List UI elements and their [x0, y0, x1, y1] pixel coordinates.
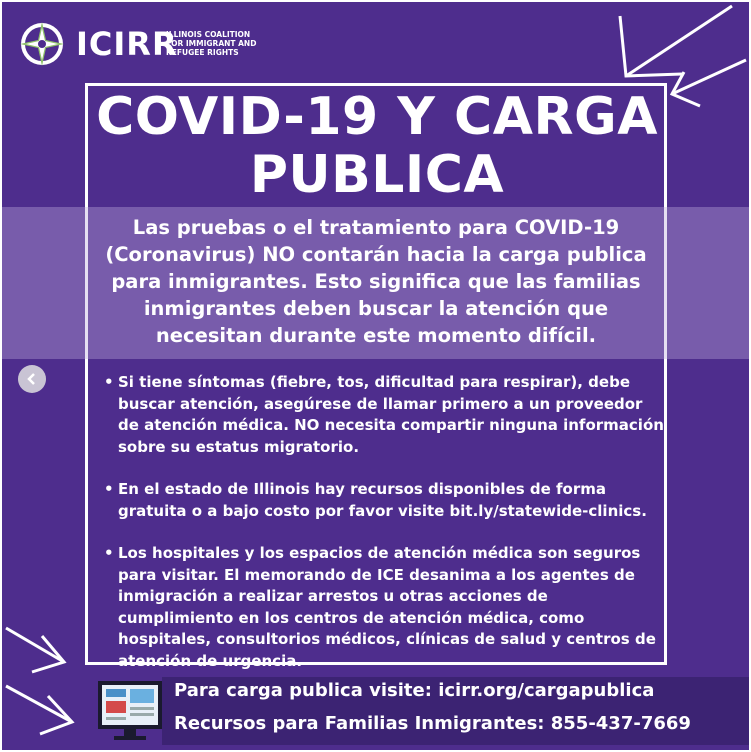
- computer-monitor-icon: [96, 679, 164, 743]
- footer-line-phone: Recursos para Familias Inmigrantes: 855-437-7669: [174, 713, 691, 734]
- list-item: • Si tiene síntomas (fiebre, tos, dificultad para respirar), debe buscar atención, asegúrese de llamar primero a un proveedor de atención médica. NO necesita compartir ninguna información sobre su estatus migratorio.: [104, 372, 664, 458]
- intro-text: Las pruebas o el tratamiento para COVID-19 (Coronavirus) NO contarán hacia la carga publica para inmigrantes. Esto significa que las familias inmigrantes deben buscar la atención que necesitan durante este momento difícil.: [105, 216, 647, 347]
- previous-slide-button[interactable]: [18, 365, 46, 393]
- arrow-decoration-icon: [2, 614, 92, 744]
- brand-name: ICIRR: [76, 25, 178, 63]
- footer-line-url: Para carga publica visite: icirr.org/cargapublica: [174, 680, 655, 701]
- list-item: • En el estado de Illinois hay recursos disponibles de forma gratuita o a bajo costo por favor visite bit.ly/statewide-clinics.: [104, 479, 664, 522]
- compass-star-icon: [18, 20, 66, 68]
- page-title: COVID-19 Y CARGA PUBLICA: [96, 87, 658, 205]
- bullet-list: [104, 372, 664, 693]
- chevron-left-icon: [26, 372, 38, 386]
- brand-subtitle: ILLINOIS COALITION FOR IMMIGRANT AND REFUGEE RIGHTS: [166, 30, 257, 57]
- list-item: • Los hospitales y los espacios de atención médica son seguros para visitar. El memorando de ICE desanima a los agentes de inmigración a realizar arrestos u otras acciones de cumplimiento en los centros de atención médica, como hospitales, consultorios médicos, clínicas de salud y centros de atención de urgencia.: [104, 543, 664, 672]
- post-card: [2, 2, 749, 750]
